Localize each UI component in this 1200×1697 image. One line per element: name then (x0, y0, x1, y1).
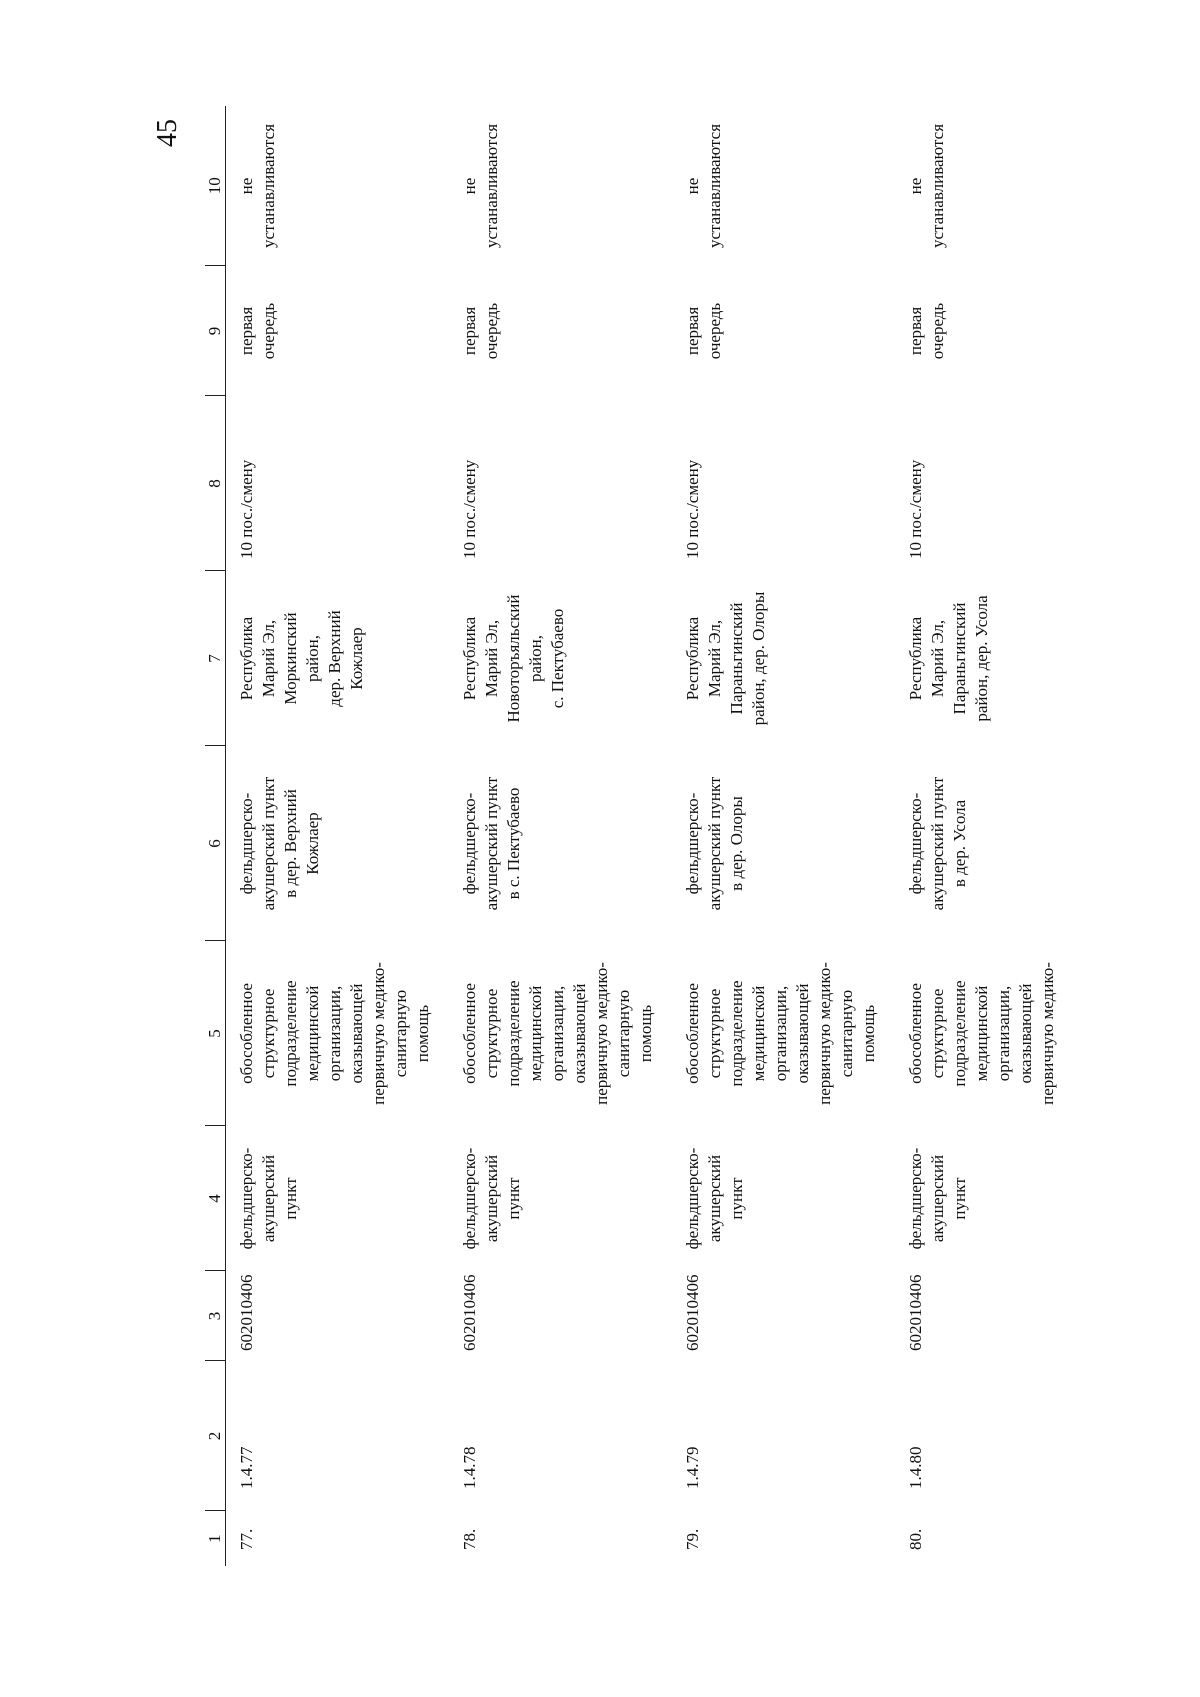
cell-facility-name: фельдшерско- акушерский пункт в дер. Верхний Кожлаер (237, 776, 322, 911)
cell-capacity: 10 пос./смену (460, 459, 479, 559)
col-header-8: 8 (205, 396, 226, 571)
cell-restrictions: не устанавливаются (460, 123, 501, 249)
cell-row-number: 79. (683, 1528, 702, 1550)
col-header-3: 3 (205, 1271, 226, 1361)
cell-restrictions: не устанавливаются (237, 123, 278, 249)
cell-address: Республика Марий Эл, Параньгинский район, дер. Олоры (683, 591, 768, 726)
col-header-6: 6 (205, 746, 226, 941)
col-header-9: 9 (205, 266, 226, 396)
cell-register-number: 1.4.79 (683, 1446, 702, 1489)
cell-code: 602010406 (906, 1274, 925, 1351)
col-header-5: 5 (205, 941, 226, 1126)
cell-priority: первая очередь (237, 302, 278, 360)
cell-description: обособленное структурное подразделение медицинской организации, оказывающей первичную медико- санитарную помощь (460, 962, 655, 1105)
cell-facility-type: фельдшерско- акушерский пункт (906, 1147, 969, 1250)
table-row (449, 106, 672, 1566)
page-number: 45 (152, 119, 183, 147)
cell-facility-type: фельдшерско- акушерский пункт (683, 1147, 746, 1250)
table-row (226, 106, 450, 1566)
cell-capacity: 10 пос./смену (906, 459, 925, 559)
col-header-7: 7 (205, 571, 226, 746)
cell-row-number: 80. (906, 1528, 925, 1550)
cell-facility-name: фельдшерско- акушерский пункт в дер. Олоры (683, 776, 746, 911)
cell-facility-name: фельдшерско- акушерский пункт в с. Пектубаево (460, 776, 523, 911)
col-header-2: 2 (205, 1361, 226, 1511)
cell-code: 602010406 (460, 1274, 479, 1351)
cell-code: 602010406 (683, 1274, 702, 1351)
cell-description: обособленное структурное подразделение медицинской организации, оказывающей первичную медико- санитарную помощь (683, 962, 878, 1105)
cell-capacity: 10 пос./смену (683, 459, 702, 559)
rotated-table-container (205, 106, 1085, 1566)
cell-address: Республика Марий Эл, Моркинский район, дер. Верхний Кожлаер (237, 610, 366, 707)
cell-address: Республика Марий Эл, Параньгинский район, дер. Усола (906, 595, 991, 722)
cell-row-number: 78. (460, 1528, 479, 1550)
col-header-10: 10 (205, 106, 226, 266)
cell-priority: первая очередь (460, 302, 501, 360)
cell-priority: первая очередь (683, 302, 724, 360)
column-number-row (205, 106, 226, 1566)
cell-facility-type: фельдшерско- акушерский пункт (237, 1147, 300, 1250)
cell-description: обособленное структурное подразделение медицинской организации, оказывающей первичную медико- (906, 962, 1057, 1105)
col-header-4: 4 (205, 1126, 226, 1271)
cell-address: Республика Марий Эл, Новоторъяльский район, с. Пектубаево (460, 594, 567, 723)
cell-facility-type: фельдшерско- акушерский пункт (460, 1147, 523, 1250)
cell-priority: первая очередь (906, 302, 947, 360)
cell-facility-name: фельдшерско- акушерский пункт в дер. Усола (906, 776, 969, 911)
cell-capacity: 10 пос./смену (237, 459, 256, 559)
table-row (672, 106, 895, 1566)
col-header-1: 1 (205, 1511, 226, 1566)
cell-row-number: 77. (237, 1528, 256, 1550)
cell-register-number: 1.4.78 (460, 1446, 479, 1489)
cell-code: 602010406 (237, 1274, 256, 1351)
table-row (895, 106, 1118, 1566)
cell-register-number: 1.4.77 (237, 1446, 256, 1489)
cell-description: обособленное структурное подразделение медицинской организации, оказывающей первичную медико- санитарную помощь (237, 962, 432, 1105)
cell-restrictions: не устанавливаются (906, 123, 947, 249)
cell-restrictions: не устанавливаются (683, 123, 724, 249)
facilities-table (205, 106, 1118, 1566)
cell-register-number: 1.4.80 (906, 1446, 925, 1489)
